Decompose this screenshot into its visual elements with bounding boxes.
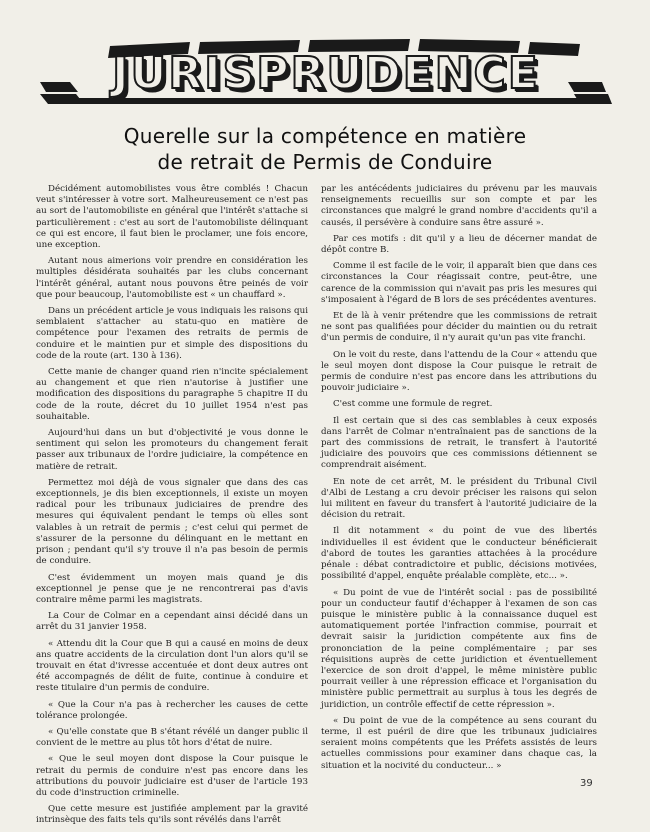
paragraph: On le voit du reste, dans l'attendu de la Cour « attendu que le seul moyen dont dispose la Cour puisque le retrait de permis de conduire n'est pas encore dans les attributions du pouvoir judiciaire ». xyxy=(321,349,597,394)
paragraph: « Que le seul moyen dont dispose la Cour puisque le retrait du permis de conduire n'est pas encore dans les attributions du pouvoir judiciaire est d'user de l'article 193 du code d'instruction criminelle. xyxy=(36,754,308,798)
paragraph: C'est évidemment un moyen mais quand je dis exceptionnel je pense que je ne rencontrerai pas d'avis contraire même parmi les magistrats. xyxy=(36,572,308,605)
jurisprudence-banner xyxy=(40,36,612,106)
left-text-column xyxy=(36,184,308,832)
headline-line-1: Querelle sur la compétence en matière xyxy=(123,124,527,148)
paragraph: Permettez moi déjà de vous signaler que dans des cas exceptionnels, je dis bien exceptionnels, il existe un moyen radical pour les tribunaux judiciaires de prendre des mesures qui équivalent pendant le temps où elles sont valables à un retrait de permis ; c'est celui qui permet de s'assurer de la personne du délinquant en le mettant en prison ; pendant qu'il s'y trouve il n'a pas besoin de permis de conduire. xyxy=(36,477,308,567)
paragraph: Que cette mesure est justifiée amplement par la gravité intrinsèque des faits tels qu'ils sont révélés dans l'arrêt xyxy=(36,804,308,826)
paragraph: Décidément automobilistes vous être comblés ! Chacun veut s'intéresser à votre sort. Malheureusement ce n'est pas au sort de l'automobiliste en général que l'intérêt s'attache si particulièrement : c'est au sort de l'automobiliste délinquant ce qui est encore, il faut bien le proclamer, une fois encore, une exception. xyxy=(36,184,308,251)
paragraph: Aujourd'hui dans un but d'objectivité je vous donne le sentiment qui selon les promoteurs du changement ferait passer aux tribunaux de l'ordre judiciaire, la compétence en matière de retrait. xyxy=(36,428,308,472)
right-text-column xyxy=(321,184,597,777)
banner-title: JURISPRUDENCE xyxy=(112,47,540,99)
paragraph: C'est comme une formule de regret. xyxy=(333,399,493,410)
paragraph: Comme il est facile de le voir, il apparaît bien que dans ces circonstances la Cour réagissait contre, peut-être, une carence de la commission qui n'avait pas pris les mesures qui s'imposaient à l'égard de B lors de ses précédentes aventures. xyxy=(321,261,597,305)
page-number: 39 xyxy=(580,778,593,789)
paragraph: « Que la Cour n'a pas à rechercher les causes de cette tolérance prolongée. xyxy=(36,699,308,721)
paragraph: Il est certain que si des cas semblables à ceux exposés dans l'arrêt de Colmar n'entraînaient pas de sanctions de la part des commissions de retrait, le transfert à l'autorité judiciaire des pouvoirs que ces commissions détiennent se comprendrait aisément. xyxy=(321,415,597,471)
paragraph: Il dit notamment « du point de vue des libertés individuelles il est évident que le conducteur bénéficierait d'abord de toutes les garanties attachées à la procédure pénale : débat contradictoire et public, décisions motivées, possibilité d'appel, enquête préalable complète, etc... ». xyxy=(321,526,597,582)
paragraph: « Du point de vue de la compétence au sens courant du terme, il est puéril de dire que les tribunaux judiciaires seraient moins compétents que les Préfets assistés de leurs actuelles commissions pour examiner dans chaque cas, la situation et la nocivité du conducteur... » xyxy=(321,715,597,771)
paragraph: « Attendu dit la Cour que B qui a causé en moins de deux ans quatre accidents de la circulation dont l'un alors qu'il se trouvait en état d'ivresse accentuée et dont deux autres ont été accompagnés de délit de fuite, continue à conduire et reste titulaire d'un permis de conduire. xyxy=(36,638,308,694)
paragraph: Autant nous aimerions voir prendre en considération les multiples désidérata souhaités par les clubs concernant l'intérêt général, autant nous pouvons être peinés de voir que pour beaucoup, l'automobiliste est « un chauffard ». xyxy=(36,256,308,300)
paragraph: par les antécédents judiciaires du prévenu par les mauvais renseignements recueillis sur son compte et par les circonstances que malgré le grand nombre d'accidents qu'il a causés, il persévère à conduire sans être assuré ». xyxy=(321,184,597,228)
paragraph: La Cour de Colmar en a cependant ainsi décidé dans un arrêt du 31 janvier 1958. xyxy=(36,611,308,633)
paragraph: Par ces motifs : dit qu'il y a lieu de décerner mandat de dépôt contre B. xyxy=(321,233,597,256)
paragraph: Et de là à venir prétendre que les commissions de retrait ne sont pas qualifiées pour décider du maintien ou du retrait d'un permis de conduire, il n'y aurait qu'un pas vite franchi. xyxy=(321,311,597,344)
paragraph: Dans un précédent article je vous indiquais les raisons qui semblaient s'attacher au statu-quo en matière de compétence pour l'examen des retraits de permis de conduire et le maintien pur et simple des dispositions du code de la route (art. 130 à 136). xyxy=(36,306,308,361)
paragraph: « Qu'elle constate que B s'étant révélé un danger public il convient de le mettre au plus tôt hors d'état de nuire. xyxy=(36,726,308,749)
paragraph: En note de cet arrêt, M. le président du Tribunal Civil d'Albi de Lestang a cru devoir préciser les raisons qui selon lui militent en faveur du transfert à l'autorité judiciaire de la décision du retrait. xyxy=(321,476,597,521)
article-headline xyxy=(60,123,590,175)
headline-line-2: de retrait de Permis de Conduire xyxy=(157,150,493,174)
paragraph: Cette manie de changer quand rien n'incite spécialement au changement et que rien n'autorise à justifier une modification des dispositions du paragraphe 5 chapitre II du code de la route, décret du 10 juillet 1954 n'est pas souhaitable. xyxy=(36,367,308,422)
paragraph: « Du point de vue de l'intérêt social : pas de possibilité pour un conducteur fautif d'échapper à l'examen de son cas puisque le ministère public à la connaissance duquel est automatiquement portée l'infraction commise, pourrait et devrait saisir la juridiction compétente aux fins de prononciation de la peine complémentaire ; par ses réquisitions auprès de cette juridiction et éventuellement l'exercice de son droit d'appel, le même ministère public pourrait veiller à une répression efficace et l'organisation du ministère public permettrait au surplus à tous les degrés de juridiction, un contrôle effectif de cette répression ». xyxy=(321,587,597,710)
